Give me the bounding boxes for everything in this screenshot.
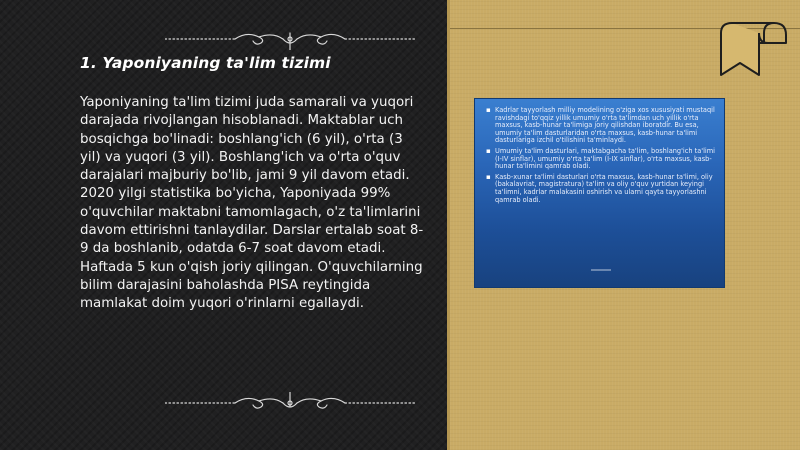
- slide-body-text: Yaponiyaning ta'lim tizimi juda samarali va yuqori darajada rivojlangan hisoblanadi. Maktablar uch bosqichga bo'linadi: boshlang'ich (6 yil), o'rta (3 yil) va yuqori (3 yil). Boshlang'ich va o'rta o'quv darajalari majburiy bo'lib, jami 9 yil davom etadi. 2020 yilgi statistika bo'yicha, Yaponiyada 99% o'quvchilar maktabni tamomlagach, o'z ta'limlarini davom ettirishni tanlaydilar. Darslar ertalab soat 8-9 da boshlanib, odatda 6-7 soat davom etadi. Haftada 5 kun o'qish joriy qilingan. O'quvchilarning bilim darajasini baholashda PISA reytingida mamlakat doim yuqori o'rinlarni egallaydi.: [80, 95, 424, 312]
- bookmark-ribbon-icon: [716, 17, 790, 99]
- slide-title: 1. Yaponiyaning ta'lim tizimi: [80, 54, 331, 72]
- panel-divider: [447, 0, 450, 450]
- ornament-divider-bottom: [165, 392, 415, 414]
- thumbnail-bullet-item: ▪ Kadrlar tayyorlash milliy modelining o'ziga xos xususiyati mustaqil ravishdagi to'qqiz yillik umumiy o'rta ta'limdan uch yillik o'rta maxsus, kasb-hunar ta'limiga joriy qilishdan iboratdir. Bu esa, umumiy ta'lim dasturlaridan o'rta maxsus, kasb-hunar ta'limi dasturlariga izchil o'tilishini ta'minlaydi.: [495, 107, 716, 145]
- ornament-divider-top: [165, 28, 415, 50]
- embedded-slide-thumbnail: [474, 98, 725, 288]
- thumbnail-bullet-item: ▪ Kasb-xunar ta'limi dasturlari o'rta maxsus, kasb-hunar ta'limi, oliy (bakalavriat, magistratura) ta'lim va oliy o'quv yurtidan keyingi ta'limni, kadrlar malakasini oshirish va ularni qayta tayyorlashni qamrab oladi.: [495, 174, 716, 204]
- thumbnail-footer-mark: [591, 269, 611, 271]
- thumbnail-bullet-list: [495, 107, 716, 204]
- thumbnail-bullet-item: ▪ Umumiy ta'lim dasturlari, maktabgacha ta'lim, boshlang'ich ta'limi (I-IV sinflar), umumiy o'rta ta'lim (I-IX sinflar), o'rta maxsus, kasb-hunar ta'limini qamrab oladi.: [495, 148, 716, 171]
